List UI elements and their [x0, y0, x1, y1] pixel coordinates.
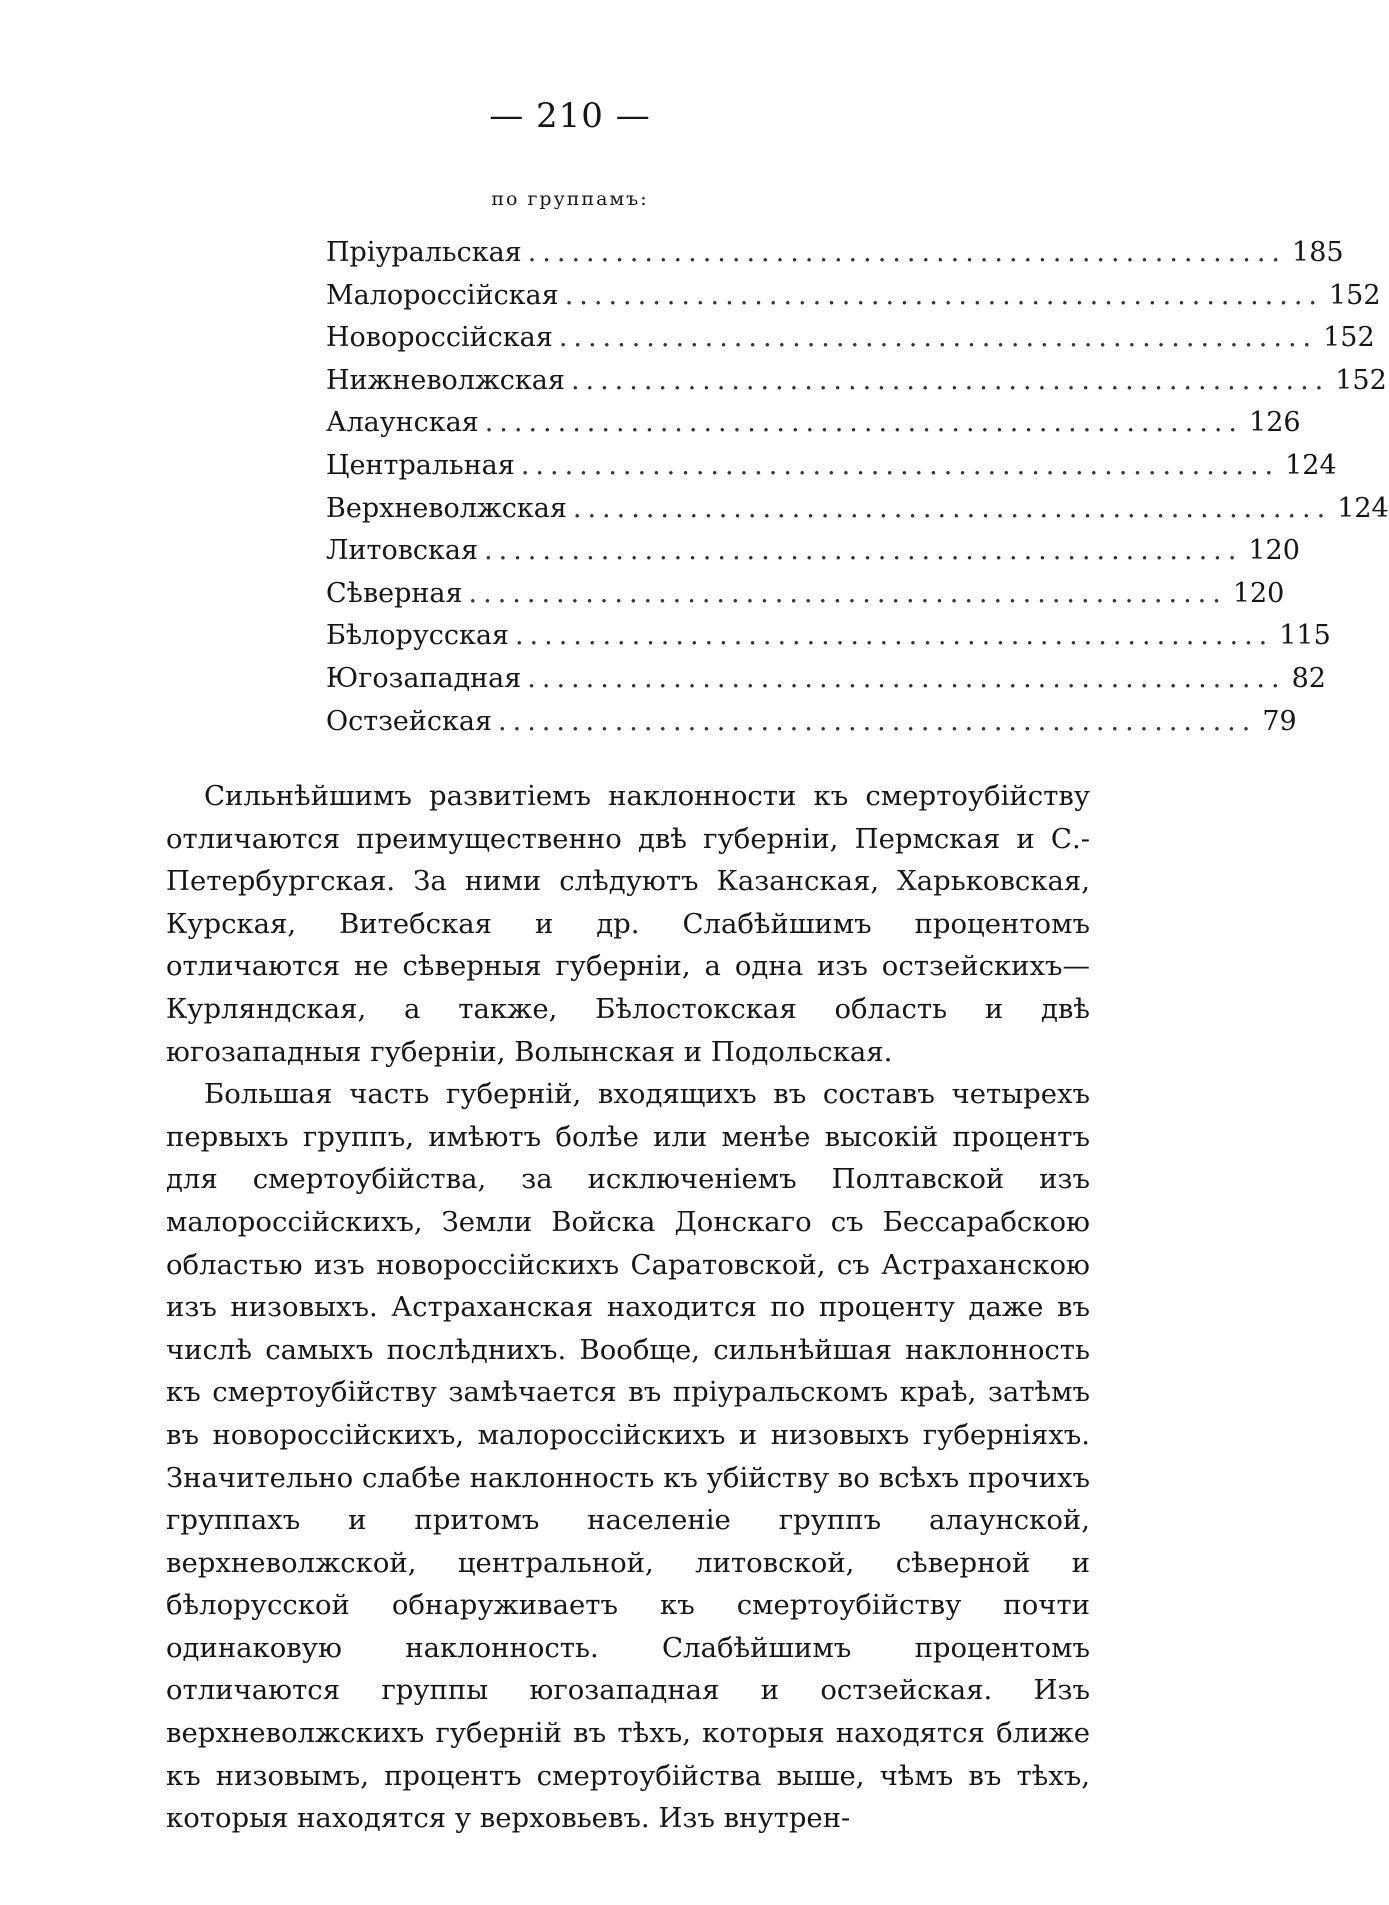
group-value: 152 — [1323, 322, 1375, 354]
dot-leader: .................................................... — [484, 407, 1244, 439]
group-value: 120 — [1248, 535, 1300, 567]
group-name: Бѣлорусская — [326, 620, 509, 652]
group-name: Пріуральская — [326, 237, 522, 268]
group-name: Нижневолжская — [326, 364, 565, 396]
list-item — [326, 360, 1387, 403]
list-item — [326, 615, 1331, 658]
dot-leader: .................................................... — [564, 279, 1323, 311]
group-value: 152 — [1335, 364, 1387, 396]
group-name: Югозападная — [326, 662, 522, 694]
dot-leader: .................................................... — [468, 577, 1227, 609]
list-item — [326, 275, 1381, 318]
section-heading: по группамъ: — [491, 188, 649, 210]
group-ranking-list — [326, 232, 1389, 743]
list-item — [326, 658, 1326, 701]
paragraph: Сильнѣйшимъ развитіемъ наклонности къ смертоубійству отличаются преимущественно двѣ губерніи, Пермская и С.-Петербургская. За ними слѣдуютъ Казанская, Харьковская, Курская, Витебская и др. Слабѣйшимъ процентомъ отличаются не сѣверныя губерніи, а одна изъ остзейскихъ—Курляндская, а также, Бѣлостокская область и двѣ югозападныя губерніи, Волынская и Подольская. — [166, 780, 1090, 1068]
group-value: 185 — [1292, 237, 1344, 268]
list-item — [326, 573, 1285, 616]
dot-leader: .................................................... — [558, 322, 1318, 354]
list-item — [326, 317, 1375, 360]
group-name: Новороссійская — [326, 322, 553, 354]
paragraph: Большая часть губерній, входящихъ въ составъ четырехъ первыхъ группъ, имѣютъ болѣе или менѣе высокій процентъ для смертоубійства, за исключеніемъ Полтавской изъ малороссійскихъ, Земли Войска Донскаго съ Бессарабскою областью изъ новороссійскихъ Саратовской, съ Астраханскою изъ низовыхъ. Астраханская находится по проценту даже въ числѣ самыхъ послѣднихъ. Вообще, сильнѣйшая наклонность къ смертоубійству замѣчается въ пріуральскомъ краѣ, затѣмъ въ новороссійскихъ, малороссійскихъ и низовыхъ губерніяхъ. Значительно слабѣе наклонность къ убійству во всѣхъ прочихъ группахъ и притомъ населеніе группъ алаунской, верхневолжской, центральной, литовской, сѣверной и бѣлорусской обнаруживаетъ къ смертоубійству почти одинаковую наклонность. Слабѣйшимъ процентомъ отличаются группы югозападная и остзейская. Изъ верхневолжскихъ губерній въ тѣхъ, которыя находятся ближе къ низовымъ, процентъ смертоубійства выше, чѣмъ въ тѣхъ, которыя находятся у верховьевъ. Изъ внутрен- — [166, 1078, 1090, 1835]
group-value: 120 — [1232, 577, 1285, 609]
dot-leader: .................................................... — [498, 705, 1257, 737]
dot-leader: .................................................... — [514, 620, 1274, 652]
dot-leader: .................................................... — [484, 535, 1243, 567]
dot-leader: .................................................... — [527, 237, 1287, 268]
group-name: Литовская — [326, 535, 479, 567]
dot-leader: .................................................... — [520, 449, 1280, 481]
group-value: 115 — [1279, 620, 1331, 652]
group-name: Алаунская — [326, 407, 479, 439]
group-name: Сѣверная — [326, 577, 463, 609]
group-name: Верхневолжская — [326, 492, 567, 524]
list-item — [326, 701, 1297, 744]
list-item — [326, 232, 1344, 275]
list-item — [326, 402, 1301, 445]
page-number: — 210 — — [489, 96, 651, 136]
dot-leader: .................................................... — [572, 492, 1332, 524]
group-name: Остзейская — [326, 705, 493, 737]
group-value: 126 — [1249, 407, 1301, 439]
dot-leader: .................................................... — [570, 364, 1330, 396]
group-value: 79 — [1262, 705, 1297, 737]
list-item — [326, 445, 1337, 488]
list-item — [326, 530, 1300, 573]
group-name: Центральная — [326, 449, 515, 481]
group-value: 124 — [1285, 449, 1337, 481]
list-item — [326, 488, 1389, 531]
group-value: 124 — [1337, 492, 1389, 524]
body-text — [166, 775, 1090, 1840]
group-value: 152 — [1329, 279, 1381, 311]
dot-leader: .................................................... — [527, 662, 1286, 694]
group-name: Малороссійская — [326, 279, 559, 311]
group-value: 82 — [1291, 662, 1326, 694]
